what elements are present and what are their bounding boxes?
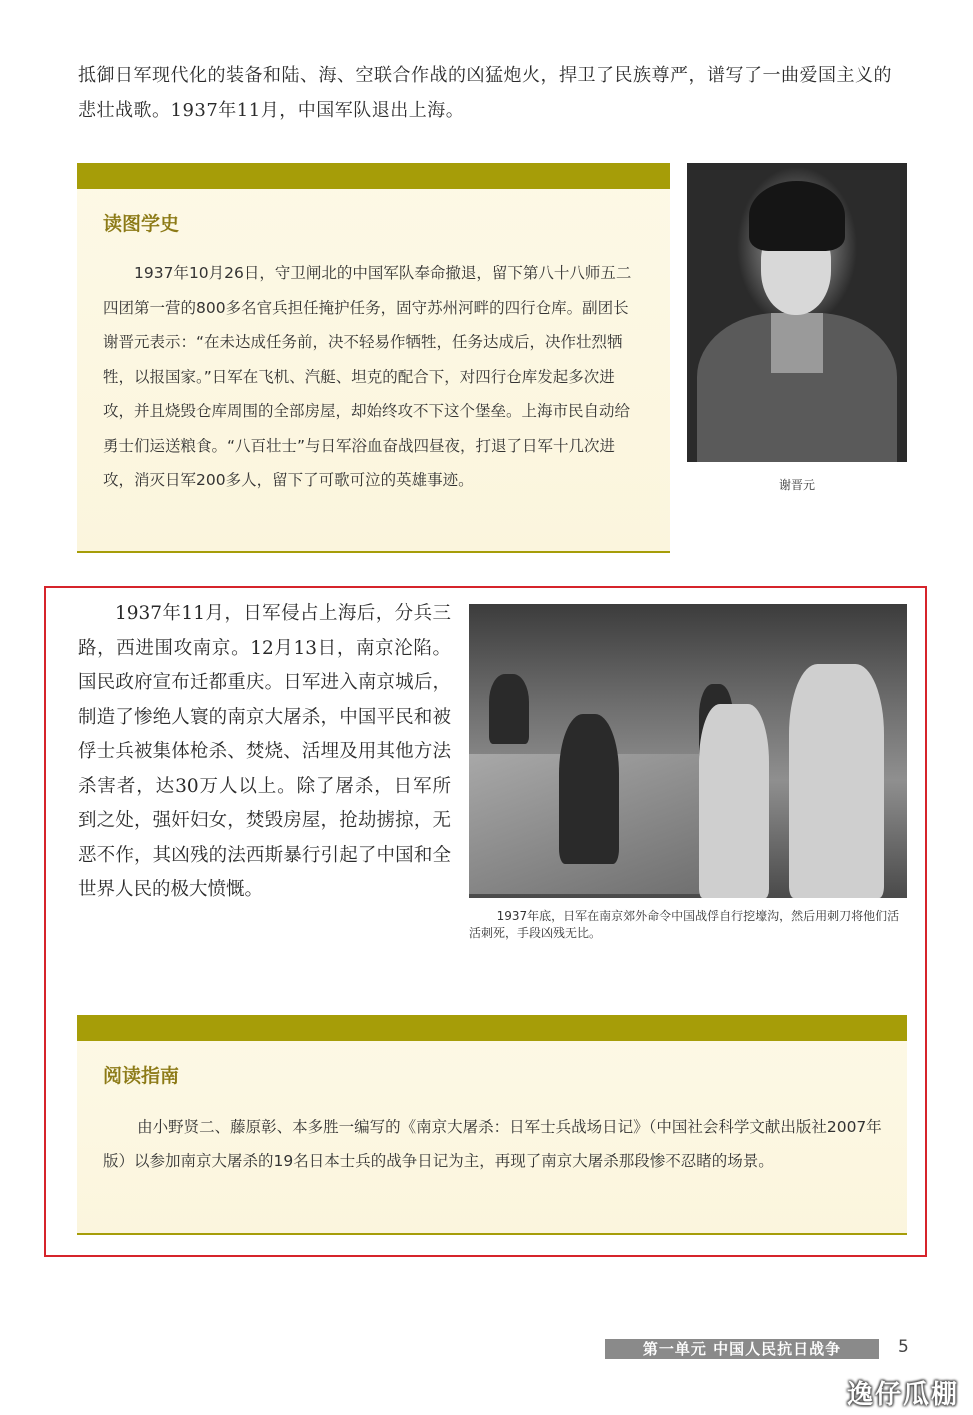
portrait-photo — [687, 163, 907, 462]
photo-collar-shape — [771, 313, 823, 373]
box-bottom-rule — [77, 551, 670, 553]
page-number: 5 — [898, 1337, 909, 1357]
photo-figure — [559, 714, 619, 864]
portrait-caption: 谢晋元 — [778, 478, 815, 492]
photo-figure — [699, 704, 769, 898]
reading-box-body: 1937年10月26日，守卫闸北的中国军队奉命撤退，留下第八十八师五二四团第一营的800多名官兵担任掩护任务，固守苏州河畔的四行仓库。副团长谢晋元表示：“在未达成任务前，决不轻易作牺牲，任务达成后，决作壮烈牺牲，以报国家。”日军在飞机、汽艇、坦克的配合下，对四行仓库发起多次进攻，并且烧毁仓库周围的全部房屋，却始终攻不下这个堡垒。上海市民自动给勇士们运送粮食。“八百壮士”与日军浴血奋战四昼夜，打退了日军十几次进攻，消灭日军200多人，留下了可歌可泣的英雄事迹。 — [103, 264, 632, 489]
photo-figure — [489, 674, 529, 744]
guide-box-title: 阅读指南 — [103, 1065, 180, 1087]
box-header-bar — [77, 1015, 907, 1041]
intro-paragraph: 抵御日军现代化的装备和陆、海、空联合作战的凶猛炮火，捍卫了民族尊严，谱写了一曲爱国主义的悲壮战歌。1937年11月，中国军队退出上海。 — [78, 65, 892, 121]
reading-guide-box — [77, 1015, 907, 1235]
historical-photo — [469, 604, 907, 898]
watermark: 逸仔瓜棚 — [846, 1380, 959, 1410]
photo-helmet-shape — [749, 181, 845, 251]
nanjing-paragraph: 1937年11月，日军侵占上海后，分兵三路，西进围攻南京。12月13日，南京沦陷。国民政府宣布迁都重庆。日军进入南京城后，制造了惨绝人寰的南京大屠杀，中国平民和被俘士兵被集体枪杀、焚烧、活埋及用其他方法杀害者，达30万人以上。除了屠杀，日军所到之处，强奸妇女，焚毁房屋，抢劫掳掠，无恶不作，其凶残的法西斯暴行引起了中国和全世界人民的极大愤慨。 — [78, 603, 451, 900]
photo-figure — [789, 664, 884, 898]
reading-sidebar-box — [77, 163, 670, 553]
guide-box-body: 由小野贤二、藤原彰、本多胜一编写的《南京大屠杀：日军士兵战场日记》（中国社会科学文献出版社2007年版）以参加南京大屠杀的19名日本士兵的战争日记为主，再现了南京大屠杀那段惨不忍睹的场景。 — [103, 1118, 882, 1170]
box-header-bar — [77, 163, 670, 189]
historical-photo-caption: 1937年底，日军在南京郊外命令中国战俘自行挖壕沟，然后用刺刀将他们活活刺死，手段凶残无比。 — [469, 909, 900, 940]
reading-box-title: 读图学史 — [103, 213, 180, 235]
unit-label: 第一单元 中国人民抗日战争 — [605, 1339, 879, 1359]
box-bottom-rule — [77, 1233, 907, 1235]
